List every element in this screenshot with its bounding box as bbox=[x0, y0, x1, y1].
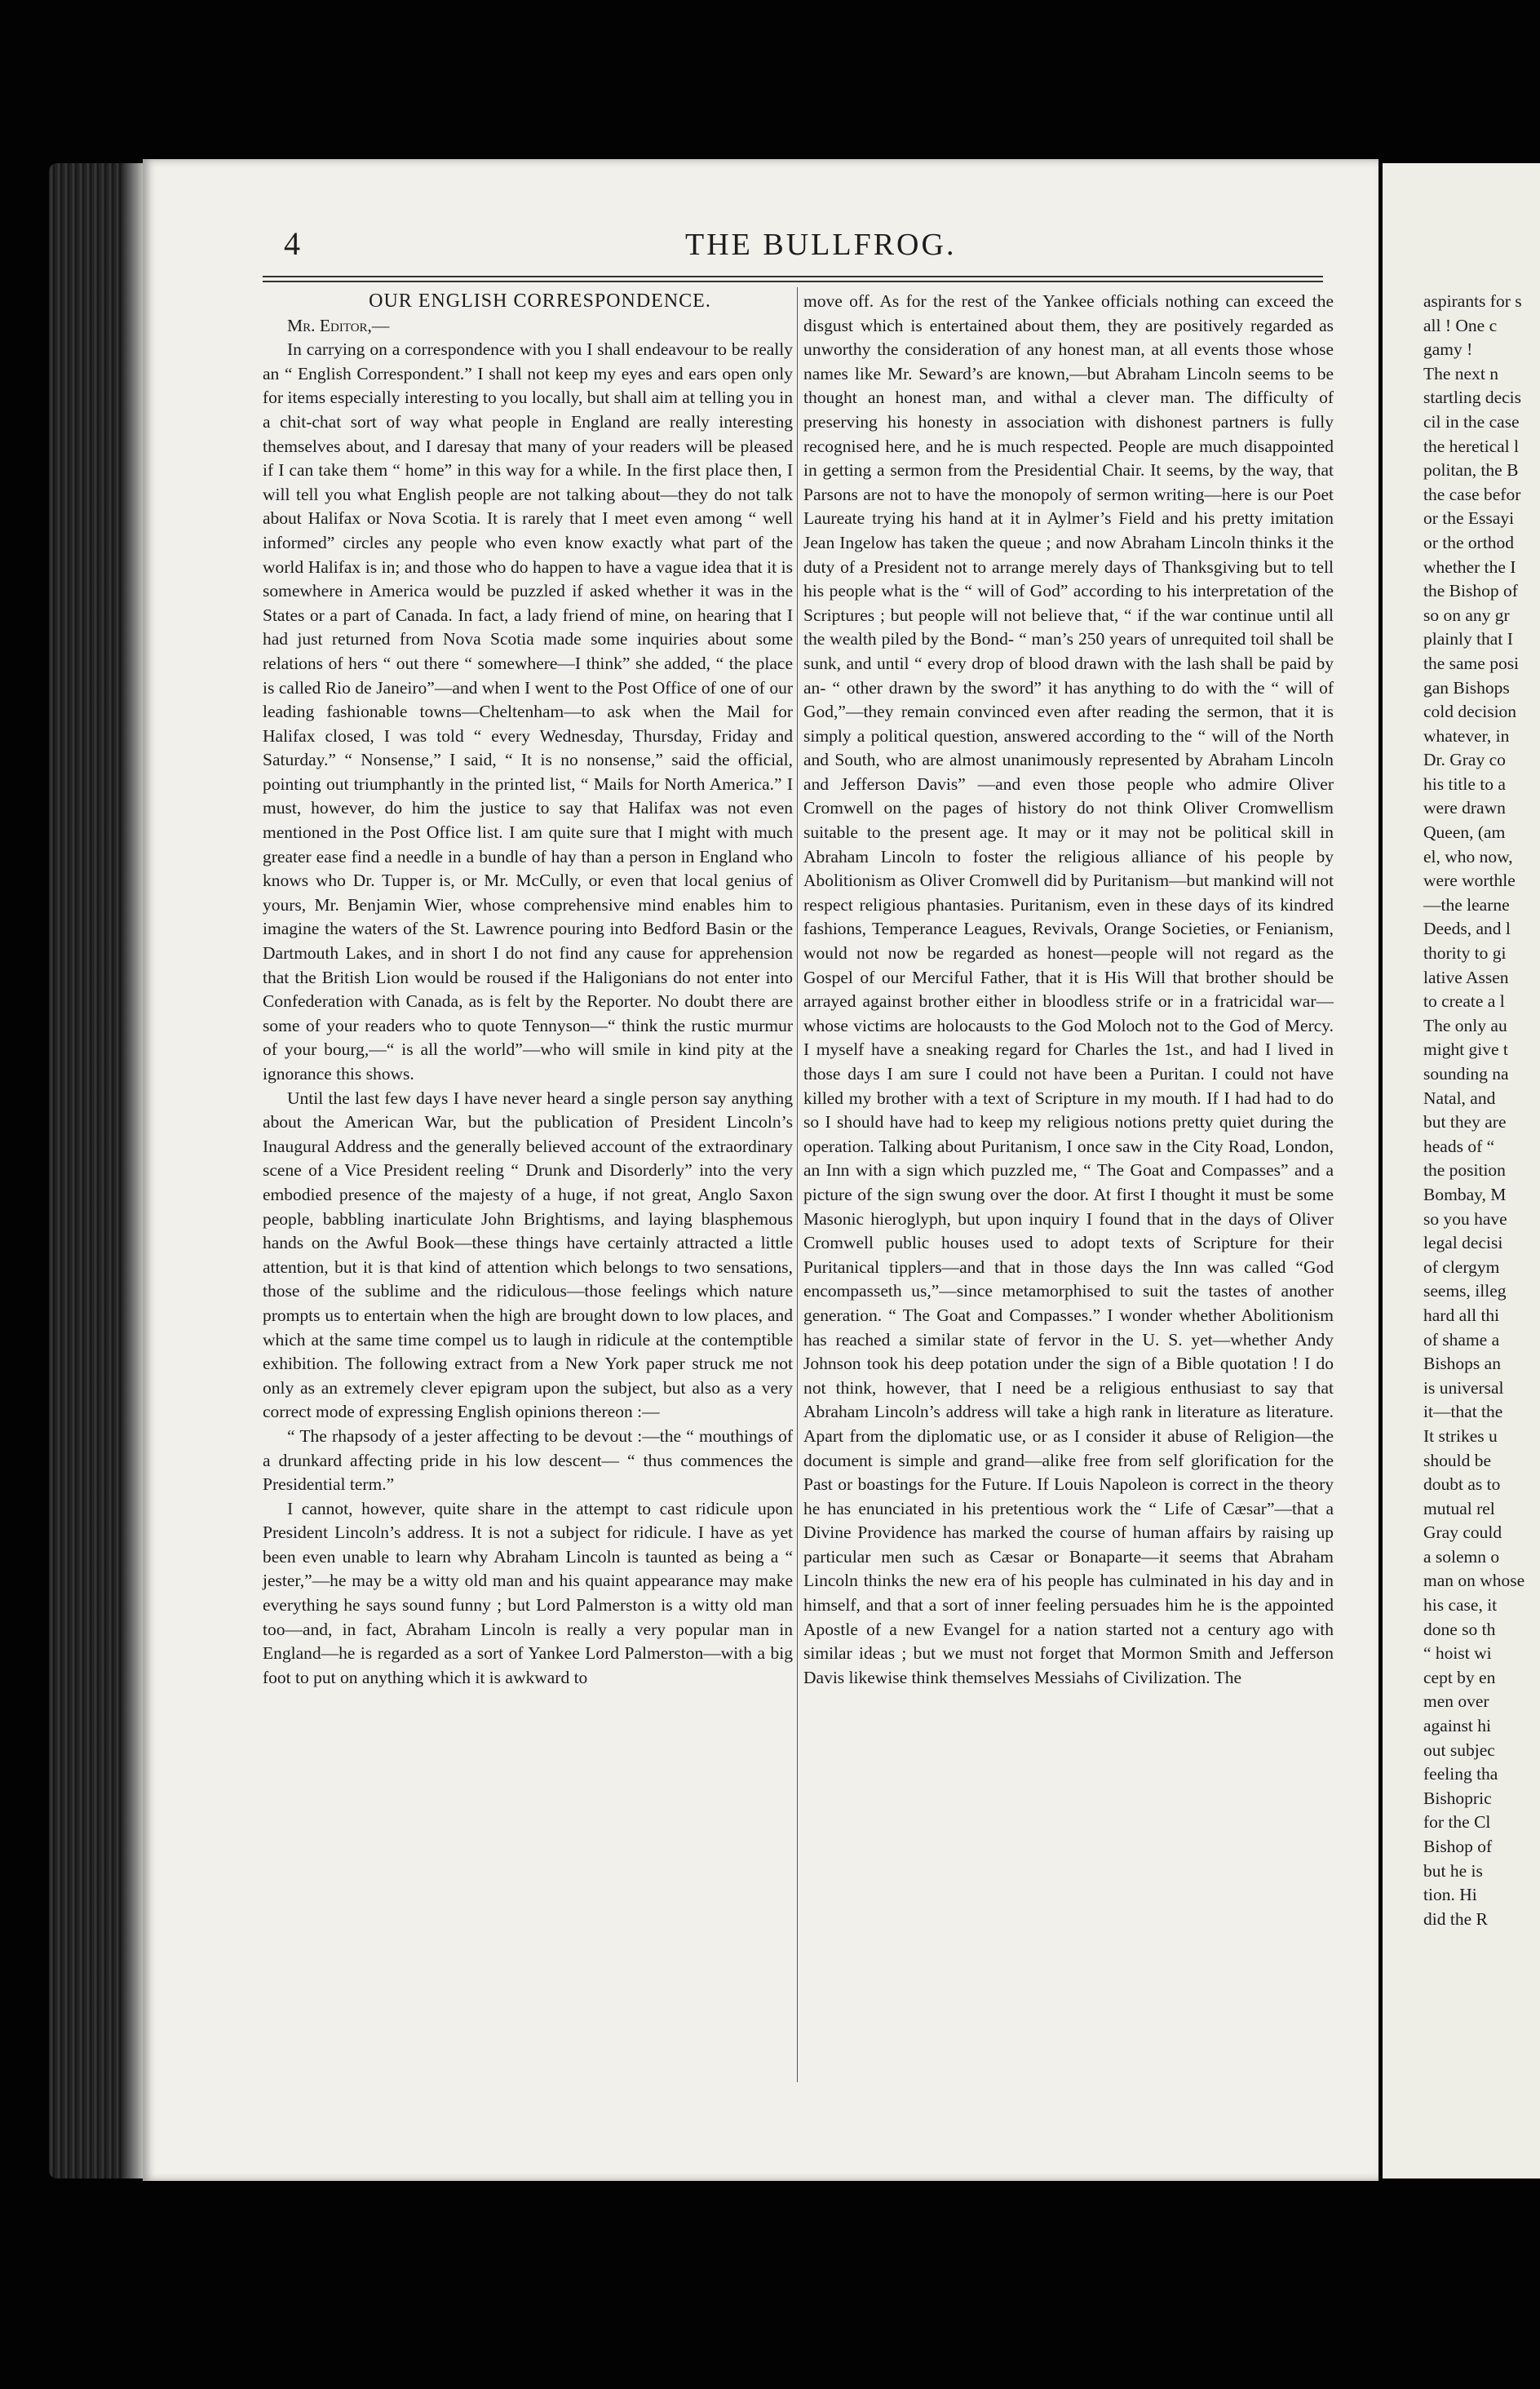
facing-page-line: it—that the bbox=[1423, 1402, 1503, 1422]
facing-page-line: the heretical l bbox=[1423, 436, 1519, 456]
facing-page-line: of shame a bbox=[1423, 1329, 1500, 1350]
facing-page-line: cil in the case bbox=[1423, 411, 1520, 432]
facing-page-line: so on any gr bbox=[1423, 605, 1510, 625]
facing-page-line: politan, the B bbox=[1423, 460, 1519, 481]
facing-page-line: whether the I bbox=[1423, 556, 1516, 577]
facing-page-line: Bishops an bbox=[1423, 1354, 1501, 1374]
facing-page-line: his case, it bbox=[1423, 1595, 1498, 1616]
facing-page-line: lative Assen bbox=[1423, 967, 1509, 987]
paragraph: Until the last few days I have never heard a single person say anything about the American War, but the publication of President Lincoln’s Inaugural Address and the generally believed account of the extraordinary scene of a Vice President reeling “ Drunk and Disorderly” into the very embodied presence of the majesty of a huge, if not great, Anglo Saxon people, babbling inarticulate John Brightisms, and laying blasphemous hands on the Awful Book—these things have certainly attracted a little attention, but it is that kind of attention which belongs to two sensations, those of the sublime and the ridiculous—those feelings which nature prompts us to entertain when the high are brought down to low places, and which at the same time compel us to laugh in ridicule at the contemptible exhibition. The following extract from a New York paper struck me not only as an extremely clever epigram upon the subject, but also as a very correct mode of expressing English opinions thereon :— bbox=[263, 1088, 793, 1422]
article-column-1 bbox=[263, 290, 793, 1690]
header-rule-top bbox=[263, 276, 1323, 277]
article-heading: OUR ENGLISH CORRESPONDENCE. bbox=[369, 290, 711, 312]
facing-page-line: were drawn bbox=[1423, 798, 1506, 818]
facing-page-line: “ hoist wi bbox=[1423, 1643, 1492, 1664]
facing-page-line: Bombay, M bbox=[1423, 1184, 1507, 1204]
facing-page-line: plainly that I bbox=[1423, 629, 1513, 649]
paragraph: move off. As for the rest of the Yankee officials nothing can exceed the disgust which is entertained about them, they are positively regarded as unworthy the consideration of any honest man, at all events those whose names like Mr. Seward’s are known,—but Abraham Lincoln seems to be thought an honest man, and withal a clever man. The difficulty of preserving his honesty in association with dishonest partners is fully recognised here, and he is much respected. People are much disappointed in getting a sermon from the Presidential Chair. It seems, by the way, that Parsons are not to have the monopoly of sermon writing—here is our Poet Laureate trying his hand at it in Aylmer’s Field and his pretty imitation Jean Ingelow has taken the queue ; and now Abraham Lincoln thinks it the duty of a President not to arrange merely days of Thanksgiving but to tell his people what is the “ will of God” according to his interpretation of the Scriptures ; but people will not believe that, “ if the war continue until all the wealth piled by the Bond- “ man’s 250 years of unrequited toil shall be sunk, and until “ every drop of blood drawn with the lash shall be paid by an- “ other drawn by the sword” it has anything to do with the “ will of God,”—they remain convinced even after reading the sermon, that it is simply a political question, answered according to the “ will of the North and South, who are almost unanimously represented by Abraham Lincoln and Jefferson Davis” —and even those people who admire Oliver Cromwell on the pages of history do not think Oliver Cromwellism suitable to the present age. It may or it may not be political skill in Abraham Lincoln to foster the religious alliance of his people by Abolitionism as Oliver Cromwell did by Puritanism—but mankind will not respect religious phantasies. Puritanism, even in these days of its kindred fashions, Temperance Leagues, Revivals, Orange Societies, or Fenianism, would not now be regarded as honest—people will not regard as the Gospel of our Merciful Father, that it is His Will that brother should be arrayed against brother either in bloodless strife or in a fratricidal war—whose victims are holocausts to the God Moloch not to the God of Mercy. I myself have a sneaking regard for Charles the 1st., and had I lived in those days I am sure I could not have been a Puritan. I could not have killed my brother with a text of Scripture in my mouth. If I had had to do so I should have had to keep my religious notions pretty quiet during the operation. Talking about Puritanism, I once saw in the City Road, London, an Inn with a sign which puzzled me, “ The Goat and Compasses” and a picture of the sign swung over the door. At first I thought it must be some Masonic hieroglyph, but upon inquiry I found that in the days of Oliver Cromwell public houses used to adopt texts of Scripture for their Puritanical tipplers—and that in those days the Inn was called “God encompasseth us,”—since metamorphised to suit the tastes of another generation. “ The Goat and Compasses.” I wonder whether Abolitionism has reached a similar state of fervor in the U. S. yet—whether Andy Johnson took his deep potation under the sign of a Bible quotation ! I do not think, however, that I need be a religious enthusiast to say that Abraham Lincoln’s address will take a high rank in literature as literature. Apart from the diplomatic use, or as I consider it abuse of Religion—the document is simple and grand—alike free from self glorification for the Past or boastings for the Future. If Louis Napoleon is correct in the theory he has enunciated in his pretentious work the “ Life of Cæsar”—that a Divine Providence has marked the course of human affairs by raising up particular men such as Cæsar or Bonaparte—it seems that Abraham Lincoln thinks the new era of his people has culminated in his day and in himself, and that a sort of inner feeling persuades him he is the appointed Apostle of a new Evangel for a nation started not a century ago with similar ideas ; but we must not forget that Mormon Smith and Jefferson Davis likewise think themselves Messiahs of Civilization. The bbox=[803, 291, 1334, 1687]
facing-page-line: men over bbox=[1423, 1691, 1489, 1712]
facing-page-line: Gray could bbox=[1423, 1522, 1502, 1543]
facing-page-line: legal decisi bbox=[1423, 1233, 1503, 1253]
facing-page-line: were worthle bbox=[1423, 871, 1516, 891]
facing-page-line: el, who now, bbox=[1423, 846, 1513, 867]
facing-page-line: might give t bbox=[1423, 1039, 1508, 1060]
facing-page-line: to create a l bbox=[1423, 991, 1505, 1012]
facing-page-line: is universal bbox=[1423, 1377, 1504, 1398]
facing-page-line: The next n bbox=[1423, 363, 1498, 383]
facing-page-line: cept by en bbox=[1423, 1667, 1496, 1687]
facing-page-line: gamy ! bbox=[1423, 339, 1473, 360]
facing-page-line: the Bishop of bbox=[1423, 581, 1518, 601]
facing-page-line: should be bbox=[1423, 1450, 1492, 1470]
facing-page-line: gan Bishops bbox=[1423, 677, 1510, 698]
facing-page-line: or the Essayi bbox=[1423, 508, 1515, 529]
facing-page-line: seems, illeg bbox=[1423, 1281, 1507, 1301]
facing-page-line: The only au bbox=[1423, 1015, 1507, 1035]
facing-page-line: so you have bbox=[1423, 1208, 1507, 1229]
facing-page-line: Queen, (am bbox=[1423, 822, 1506, 843]
facing-page-line: startling decis bbox=[1423, 388, 1522, 408]
paragraph: In carrying on a correspondence with you I shall endeavour to be really an “ English Correspondent.” I shall not keep my eyes and ears open only for items especially interesting to you locally, but shall aim at telling you in a chit-chat sort of way what people in England are really interesting themselves about, and I daresay that many of your readers will be pleased if I can take them “ home” in this way for a while. In the first place then, I will tell you what English people are not talking about—they do not talk about Halifax or Nova Scotia. It is rarely that I meet even among “ well informed” circles any people who even know exactly what part of the world Halifax is in; and those who do happen to have a vague idea that it is somewhere in America would be puzzled if asked whether it was in the States or a part of Canada. In fact, a lady friend of mine, on hearing that I had just returned from Nova Scotia made some inquiries about some relations of hers “ out there “ somewhere—I think” she added, “ the place is called Rio de Janeiro”—and when I went to the Post Office of one of our leading fashionable towns—Cheltenham—to ask when the Mail for Halifax closed, I was told “ every Wednesday, Thursday, Friday and Saturday.” “ Nonsense,” I said, “ It is no nonsense,” said the official, pointing out triumphantly in the printed list, “ Mails for North America.” I must, however, do him the justice to say that Halifax was not even mentioned in the Post Office list. I am quite sure that I might with much greater ease find a needle in a bundle of hay than a person in England who knows who Dr. Tupper is, or Mr. McCully, or even that local genius of yours, Mr. Benjamin Wier, whose comprehensive mind enables him to imagine the waters of the St. Lawrence pouring into Bedford Basin or the Dartmouth Lakes, and in short I do not find any cause for apprehension that the British Lion would be roused if the Haligonians do not enter into Confederation with Canada, as is felt by the Reporter. No doubt there are some of your readers who to quote Tennyson—“ think the rustic murmur of your bourg,—“ is all the world”—who will smile in kind pity at the ignorance this shows. bbox=[263, 339, 793, 1084]
facing-page-line: Natal, and bbox=[1423, 1088, 1496, 1108]
facing-page-line: the case befor bbox=[1423, 484, 1521, 504]
facing-page-line: against hi bbox=[1423, 1716, 1491, 1736]
facing-page-line: heads of “ bbox=[1423, 1136, 1495, 1156]
facing-page-line: out subjec bbox=[1423, 1740, 1495, 1760]
facing-page-line: aspirants for s bbox=[1423, 291, 1522, 311]
facing-page-line: thority to gi bbox=[1423, 943, 1507, 964]
facing-page-line: Bishop of bbox=[1423, 1837, 1493, 1856]
article-column-2 bbox=[803, 290, 1334, 1690]
facing-page-line: hard all thi bbox=[1423, 1305, 1500, 1325]
facing-page-line: —the learne bbox=[1423, 894, 1510, 915]
facing-page-line: a solemn o bbox=[1423, 1546, 1500, 1567]
facing-page-line: cold decision bbox=[1423, 702, 1517, 722]
salutation: Mr. Editor,— bbox=[287, 315, 390, 335]
page-number: 4 bbox=[284, 225, 300, 262]
facing-page-line: Dr. Gray co bbox=[1423, 750, 1506, 770]
facing-page-line: the position bbox=[1423, 1160, 1506, 1181]
facing-page-line: his title to a bbox=[1423, 773, 1506, 794]
paragraph: I cannot, however, quite share in the attempt to cast ridicule upon President Lincoln’s address. It is not a subject for ridicule. I have as yet been even unable to learn why Abraham Lincoln is taunted as being a “ jester,”—he may be a witty old man and his quaint appearance may make everything he says sound funny ; but Lord Palmerston is a witty old man too—and, in fact, Abraham Lincoln is really a very popular man in England—he is regarded as a sort of Yankee Lord Palmerston—with a big foot to put on anything which it is awkward to bbox=[263, 1498, 793, 1687]
facing-page-line: all ! One c bbox=[1423, 315, 1498, 335]
facing-page-line: tion. Hi bbox=[1423, 1885, 1477, 1905]
facing-page-line: the same posi bbox=[1423, 653, 1520, 673]
facing-page-line: did the R bbox=[1423, 1908, 1488, 1929]
facing-page-line: Deeds, and l bbox=[1423, 919, 1511, 939]
facing-page-line: feeling tha bbox=[1423, 1764, 1498, 1784]
column-divider bbox=[797, 287, 798, 2082]
quoted-epigram: “ The rhapsody of a jester affecting to be devout :—the “ mouthings of a drunkard affecting pride in his low descent— “ thus commences the Presidential term.” bbox=[263, 1425, 793, 1495]
facing-page-line: Bishopric bbox=[1423, 1788, 1492, 1808]
facing-page-line: done so th bbox=[1423, 1619, 1496, 1639]
facing-page-line: for the Cl bbox=[1423, 1812, 1491, 1833]
facing-page-line: or the orthod bbox=[1423, 532, 1515, 552]
facing-page-line: man on whose bbox=[1423, 1571, 1525, 1591]
facing-page-line: It strikes u bbox=[1423, 1425, 1498, 1446]
facing-page-line: doubt as to bbox=[1423, 1474, 1501, 1495]
running-head: THE BULLFROG. bbox=[685, 228, 957, 262]
facing-page-column bbox=[1423, 290, 1540, 1931]
header-rule-bottom bbox=[263, 281, 1323, 282]
facing-page-line: but he is bbox=[1423, 1860, 1483, 1881]
facing-page-line: of clergym bbox=[1423, 1257, 1500, 1277]
facing-page-line: mutual rel bbox=[1423, 1498, 1495, 1518]
facing-page-line: whatever, in bbox=[1423, 725, 1510, 746]
facing-page-line: but they are bbox=[1423, 1112, 1507, 1132]
facing-page-line: sounding na bbox=[1423, 1064, 1509, 1084]
